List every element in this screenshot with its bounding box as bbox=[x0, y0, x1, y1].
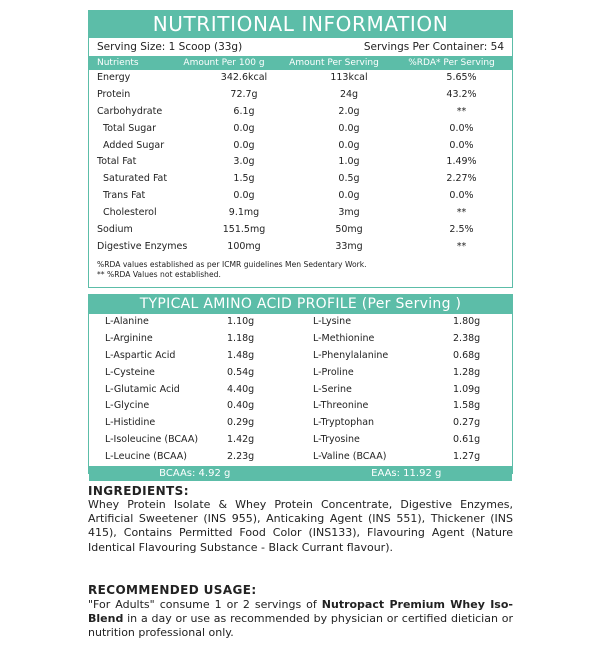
amino-acid-name: L-Leucine (BCAA) bbox=[105, 451, 187, 463]
usage-title: RECOMMENDED USAGE: bbox=[88, 583, 257, 597]
amino-acid-name: L-Valine (BCAA) bbox=[313, 451, 387, 463]
nutrient-name: Saturated Fat bbox=[103, 173, 168, 185]
amount-per-serving: 2.0g bbox=[338, 105, 360, 117]
servings-per-container: Servings Per Container: 54 bbox=[363, 41, 504, 53]
footnote-not-established: ** %RDA Values not established. bbox=[97, 269, 221, 279]
ingredients-title: INGREDIENTS: bbox=[88, 484, 189, 498]
amount-per-100g: 151.5mg bbox=[222, 224, 266, 236]
header-rda: %RDA* Per Serving bbox=[408, 58, 495, 68]
serving-size: Serving Size: 1 Scoop (33g) bbox=[97, 41, 243, 53]
nutrition-row bbox=[89, 171, 512, 188]
amino-row bbox=[89, 331, 512, 348]
usage-text bbox=[88, 598, 513, 641]
amino-acid-name: L-Serine bbox=[313, 383, 352, 395]
rda-value: 0.0% bbox=[449, 122, 474, 134]
amino-acid-name: L-Cysteine bbox=[105, 366, 155, 378]
amino-acid-amount: 0.61g bbox=[453, 434, 481, 446]
amino-row bbox=[89, 314, 512, 331]
nutrient-name: Sodium bbox=[97, 224, 133, 236]
rda-value: 5.65% bbox=[446, 72, 477, 83]
amino-acid-amount: 1.28g bbox=[453, 366, 481, 378]
amino-summary bbox=[89, 466, 512, 481]
nutrition-row bbox=[89, 104, 512, 121]
product-name: Nutropact Premium Whey Iso-Blend bbox=[88, 598, 513, 626]
amino-row bbox=[89, 398, 512, 415]
nutrient-name: Energy bbox=[97, 72, 131, 83]
nutrition-row bbox=[89, 239, 512, 256]
amount-per-100g: 342.6kcal bbox=[220, 72, 268, 83]
nutrition-row bbox=[89, 87, 512, 104]
amino-panel bbox=[88, 294, 513, 480]
amount-per-100g: 6.1g bbox=[233, 105, 255, 117]
nutrition-row bbox=[89, 154, 512, 171]
amount-per-serving: 0.0g bbox=[338, 122, 360, 134]
amino-row bbox=[89, 382, 512, 399]
amino-acid-name: L-Tryptophan bbox=[313, 417, 375, 429]
amount-per-100g: 3.0g bbox=[233, 156, 255, 168]
rda-value: ** bbox=[456, 105, 467, 117]
amino-acid-amount: 1.18g bbox=[227, 332, 255, 344]
amount-per-100g: 1.5g bbox=[233, 173, 255, 185]
amino-acid-name: L-Proline bbox=[313, 366, 354, 378]
amino-acid-amount: 1.09g bbox=[453, 383, 481, 395]
amount-per-serving: 33mg bbox=[335, 240, 363, 252]
amount-per-serving: 1.0g bbox=[338, 156, 360, 168]
nutrition-table-header bbox=[89, 56, 512, 70]
nutrition-row bbox=[89, 70, 512, 87]
amino-acid-name: L-Aspartic Acid bbox=[105, 349, 176, 361]
amino-row bbox=[89, 365, 512, 382]
rda-value: 2.5% bbox=[449, 224, 474, 236]
amino-acid-name: L-Threonine bbox=[313, 400, 369, 412]
footnote-rda: %RDA values established as per ICMR guidelines Men Sedentary Work. bbox=[97, 259, 367, 269]
amino-acid-amount: 1.80g bbox=[453, 316, 481, 327]
amino-acid-name: L-Methionine bbox=[313, 332, 375, 344]
rda-value: ** bbox=[456, 207, 467, 219]
amount-per-100g: 9.1mg bbox=[228, 207, 260, 219]
amino-acid-amount: 0.29g bbox=[227, 417, 255, 429]
amino-row bbox=[89, 348, 512, 365]
nutrient-name: Cholesterol bbox=[103, 207, 157, 219]
amino-acid-amount: 1.58g bbox=[453, 400, 481, 412]
nutrition-row bbox=[89, 121, 512, 138]
nutrient-name: Added Sugar bbox=[103, 139, 165, 151]
amount-per-100g: 0.0g bbox=[233, 190, 255, 202]
rda-value: 0.0% bbox=[449, 139, 474, 151]
amino-row bbox=[89, 432, 512, 449]
amino-acid-name: L-Glycine bbox=[105, 400, 150, 412]
amino-acid-name: L-Alanine bbox=[105, 316, 149, 327]
amino-acid-amount: 4.40g bbox=[227, 383, 255, 395]
nutrition-row bbox=[89, 222, 512, 239]
amino-acid-amount: 0.27g bbox=[453, 417, 481, 429]
serving-info bbox=[89, 38, 512, 56]
amino-acid-name: L-Isoleucine (BCAA) bbox=[105, 434, 199, 446]
amino-row bbox=[89, 449, 512, 466]
rda-value: 43.2% bbox=[446, 88, 477, 100]
amount-per-serving: 24g bbox=[339, 88, 359, 100]
amino-acid-amount: 0.68g bbox=[453, 349, 481, 361]
amino-acid-amount: 0.54g bbox=[227, 366, 255, 378]
amino-acid-amount: 2.38g bbox=[453, 332, 481, 344]
header-per-100g: Amount Per 100 g bbox=[183, 58, 265, 68]
amino-acid-name: L-Tryosine bbox=[313, 434, 360, 446]
nutrition-title: NUTRITIONAL INFORMATION bbox=[89, 11, 512, 38]
amount-per-serving: 3mg bbox=[338, 207, 360, 219]
nutrient-name: Digestive Enzymes bbox=[97, 240, 188, 252]
nutrition-footnotes bbox=[89, 256, 512, 280]
nutrient-name: Total Sugar bbox=[103, 122, 157, 134]
amount-per-100g: 72.7g bbox=[230, 88, 258, 100]
amino-acid-name: L-Lysine bbox=[313, 316, 352, 327]
amount-per-100g: 100mg bbox=[227, 240, 261, 252]
amino-acid-amount: 1.48g bbox=[227, 349, 255, 361]
amino-acid-amount: 1.42g bbox=[227, 434, 255, 446]
nutrient-name: Carbohydrate bbox=[97, 105, 163, 117]
amount-per-100g: 0.0g bbox=[233, 139, 255, 151]
amount-per-serving: 113kcal bbox=[330, 72, 368, 83]
amount-per-serving: 0.5g bbox=[338, 173, 360, 185]
nutrition-row bbox=[89, 188, 512, 205]
amount-per-serving: 0.0g bbox=[338, 139, 360, 151]
header-nutrients: Nutrients bbox=[97, 58, 139, 68]
eaas-total: EAAs: 11.92 g bbox=[371, 468, 442, 480]
amount-per-serving: 0.0g bbox=[338, 190, 360, 202]
amino-table-body bbox=[89, 314, 512, 466]
nutrient-name: Trans Fat bbox=[103, 190, 146, 202]
amino-row bbox=[89, 415, 512, 432]
ingredients-text: Whey Protein Isolate & Whey Protein Concentrate, Digestive Enzymes, Artificial Sweetener (INS 955), Anticaking Agent (INS 551), Thickener (INS 415), Contains Permitted Food Color (INS133), Flavouring Agent (Nature Identical Flavouring Substance - Black Currant flavour). bbox=[88, 498, 513, 554]
nutrient-name: Protein bbox=[97, 88, 131, 100]
amino-acid-amount: 2.23g bbox=[227, 451, 255, 463]
usage-part-1: "For Adults" consume 1 or 2 servings of bbox=[88, 598, 322, 611]
nutrition-panel bbox=[88, 10, 513, 288]
amino-acid-amount: 1.10g bbox=[227, 316, 255, 327]
bcaas-total: BCAAs: 4.92 g bbox=[159, 468, 231, 480]
amino-acid-amount: 0.40g bbox=[227, 400, 255, 412]
amino-acid-name: L-Histidine bbox=[105, 417, 156, 429]
header-per-serving: Amount Per Serving bbox=[289, 58, 379, 68]
amount-per-serving: 50mg bbox=[335, 224, 363, 236]
amino-acid-amount: 1.27g bbox=[453, 451, 481, 463]
rda-value: 1.49% bbox=[446, 156, 477, 168]
nutrition-table-body bbox=[89, 70, 512, 256]
rda-value: 2.27% bbox=[446, 173, 477, 185]
amount-per-100g: 0.0g bbox=[233, 122, 255, 134]
amino-acid-name: L-Glutamic Acid bbox=[105, 383, 180, 395]
amino-acid-name: L-Arginine bbox=[105, 332, 153, 344]
amino-title: TYPICAL AMINO ACID PROFILE (Per Serving ) bbox=[89, 295, 512, 314]
rda-value: ** bbox=[456, 240, 467, 252]
usage-part-2: in a day or use as recommended by physician or certified dietician or nutrition professional only. bbox=[88, 612, 513, 640]
nutrition-row bbox=[89, 205, 512, 222]
amino-acid-name: L-Phenylalanine bbox=[313, 349, 389, 361]
rda-value: 0.0% bbox=[449, 190, 474, 202]
nutrient-name: Total Fat bbox=[97, 156, 137, 168]
nutrition-row bbox=[89, 138, 512, 155]
